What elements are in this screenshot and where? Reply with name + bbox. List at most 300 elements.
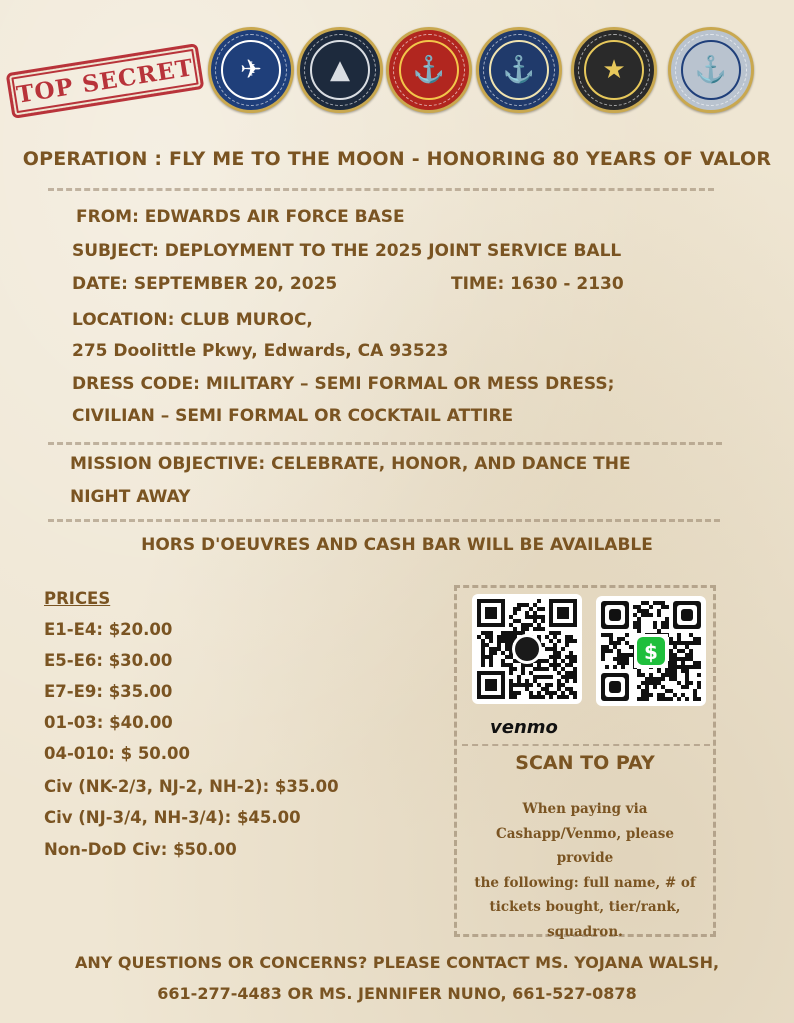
scan-to-pay-label: SCAN TO PAY	[515, 752, 655, 774]
qr-finder	[485, 679, 497, 691]
qr-module	[541, 607, 545, 611]
qr-module	[489, 651, 493, 655]
qr-module	[561, 667, 565, 671]
qr-module	[485, 655, 489, 659]
qr-module	[541, 615, 545, 619]
qr-module	[617, 661, 621, 665]
coast-guard-seal	[668, 27, 754, 113]
qr-module	[545, 675, 549, 679]
delta-emblem-icon: ▲	[310, 40, 370, 100]
qr-module	[649, 605, 653, 609]
price-item: Civ (NJ-3/4, NH-3/4): $45.00	[44, 808, 301, 827]
qr-module	[617, 657, 621, 661]
qr-module	[665, 673, 669, 677]
qr-module	[545, 659, 549, 663]
qr-module	[549, 675, 553, 679]
qr-module	[545, 691, 549, 695]
qr-module	[565, 655, 569, 659]
qr-module	[485, 635, 489, 639]
payment-instructions	[466, 797, 704, 944]
qr-module	[669, 697, 673, 701]
qr-module	[549, 663, 553, 667]
qr-module	[681, 641, 685, 645]
qr-module	[553, 651, 557, 655]
qr-module	[649, 673, 653, 677]
qr-module	[673, 665, 677, 669]
payment-instructions-line: the following: full name, # of	[474, 874, 696, 891]
qr-module	[685, 697, 689, 701]
payment-instructions-line: Cashapp/Venmo, please provide	[496, 825, 674, 866]
qr-module	[601, 657, 605, 661]
qr-module	[533, 675, 537, 679]
qr-module	[685, 673, 689, 677]
navy-seal	[476, 27, 562, 113]
qr-module	[529, 623, 533, 627]
qr-module	[573, 667, 577, 671]
qr-finder	[609, 609, 621, 621]
qr-module	[681, 657, 685, 661]
qr-finder	[557, 607, 569, 619]
qr-module	[641, 609, 645, 613]
qr-module	[477, 635, 481, 639]
qr-module	[681, 693, 685, 697]
qr-module	[557, 651, 561, 655]
qr-module	[653, 685, 657, 689]
qr-module	[545, 683, 549, 687]
qr-module	[681, 665, 685, 669]
qr-module	[509, 695, 513, 699]
qr-module	[533, 611, 537, 615]
qr-module	[549, 639, 553, 643]
qr-module	[573, 679, 577, 683]
qr-module	[489, 647, 493, 651]
qr-module	[605, 649, 609, 653]
qr-module	[697, 661, 701, 665]
qr-module	[525, 679, 529, 683]
qr-module	[669, 689, 673, 693]
qr-module	[521, 623, 525, 627]
qr-module	[513, 683, 517, 687]
qr-module	[677, 633, 681, 637]
qr-module	[653, 621, 657, 625]
qr-module	[561, 675, 565, 679]
qr-module	[645, 677, 649, 681]
qr-module	[689, 653, 693, 657]
qr-module	[505, 647, 509, 651]
qr-module	[649, 613, 653, 617]
qr-module	[513, 627, 517, 631]
qr-module	[481, 651, 485, 655]
qr-module	[673, 641, 677, 645]
top-secret-stamp	[6, 43, 205, 119]
qr-module	[537, 695, 541, 699]
qr-module	[685, 657, 689, 661]
qr-module	[489, 659, 493, 663]
qr-module	[517, 603, 521, 607]
qr-module	[681, 661, 685, 665]
qr-module	[493, 651, 497, 655]
qr-module	[669, 665, 673, 669]
qr-module	[669, 673, 673, 677]
qr-module	[669, 641, 673, 645]
qr-module	[509, 615, 513, 619]
qr-module	[609, 633, 613, 637]
price-item: 04-010: $ 50.00	[44, 744, 191, 763]
qr-module	[693, 693, 697, 697]
qr-module	[557, 663, 561, 667]
qr-module	[497, 647, 501, 651]
refreshments-note: HORS D'OEUVRES AND CASH BAR WILL BE AVAILABLE	[141, 535, 653, 555]
qr-module	[609, 649, 613, 653]
qr-module	[525, 611, 529, 615]
qr-module	[573, 639, 577, 643]
qr-module	[549, 683, 553, 687]
qr-module	[669, 653, 673, 657]
qr-module	[509, 639, 513, 643]
qr-module	[489, 639, 493, 643]
qr-module	[489, 635, 493, 639]
qr-module	[537, 667, 541, 671]
qr-module	[697, 685, 701, 689]
qr-finder	[609, 681, 621, 693]
qr-module	[665, 669, 669, 673]
qr-module	[625, 653, 629, 657]
qr-module	[673, 669, 677, 673]
memo-dress-code-civilian: CIVILIAN – SEMI FORMAL OR COCKTAIL ATTIRE	[72, 406, 514, 426]
qr-module	[509, 683, 513, 687]
qr-module	[657, 681, 661, 685]
qr-module	[697, 697, 701, 701]
qr-module	[685, 677, 689, 681]
qr-module	[661, 673, 665, 677]
qr-module	[557, 655, 561, 659]
qr-module	[637, 621, 641, 625]
qr-module	[617, 653, 621, 657]
qr-module	[501, 631, 505, 635]
qr-module	[541, 659, 545, 663]
qr-module	[533, 615, 537, 619]
qr-module	[553, 647, 557, 651]
qr-module	[685, 653, 689, 657]
qr-module	[557, 687, 561, 691]
venmo-label: venmo	[490, 717, 558, 738]
qr-module	[533, 603, 537, 607]
qr-module	[605, 633, 609, 637]
qr-module	[541, 695, 545, 699]
qr-module	[501, 635, 505, 639]
qr-module	[485, 631, 489, 635]
qr-module	[677, 657, 681, 661]
qr-module	[661, 601, 665, 605]
qr-module	[569, 651, 573, 655]
qr-module	[489, 655, 493, 659]
stamp-text: TOP SECRET	[14, 53, 196, 109]
qr-module	[661, 693, 665, 697]
qr-module	[657, 697, 661, 701]
qr-module	[505, 639, 509, 643]
qr-module	[673, 645, 677, 649]
qr-module	[509, 667, 513, 671]
qr-module	[517, 607, 521, 611]
eagle-shield-icon: ★	[584, 40, 644, 100]
qr-module	[609, 637, 613, 641]
qr-module	[657, 693, 661, 697]
qr-module	[641, 613, 645, 617]
eagle-anchor-icon: ⚓	[489, 40, 549, 100]
qr-module	[553, 643, 557, 647]
qr-module	[637, 625, 641, 629]
memo-from: FROM: EDWARDS AIR FORCE BASE	[76, 207, 405, 227]
qr-module	[601, 633, 605, 637]
qr-module	[513, 607, 517, 611]
qr-module	[569, 675, 573, 679]
qr-module	[565, 695, 569, 699]
venmo-qr-code[interactable]	[472, 594, 582, 704]
qr-module	[677, 649, 681, 653]
qr-module	[685, 645, 689, 649]
qr-module	[677, 697, 681, 701]
qr-module	[569, 663, 573, 667]
qr-module	[525, 603, 529, 607]
qr-module	[625, 633, 629, 637]
qr-module	[621, 637, 625, 641]
qr-module	[661, 625, 665, 629]
qr-module	[501, 651, 505, 655]
qr-module	[673, 677, 677, 681]
qr-module	[693, 665, 697, 669]
qr-module	[561, 691, 565, 695]
qr-module	[621, 661, 625, 665]
qr-module	[641, 601, 645, 605]
qr-module	[573, 659, 577, 663]
qr-module	[573, 695, 577, 699]
contact-line: ANY QUESTIONS OR CONCERNS? PLEASE CONTACT MS. YOJANA WALSH,	[74, 953, 720, 972]
qr-module	[569, 655, 573, 659]
qr-module	[537, 627, 541, 631]
qr-module	[661, 677, 665, 681]
qr-module	[601, 649, 605, 653]
qr-module	[537, 691, 541, 695]
qr-module	[637, 617, 641, 621]
qr-module	[565, 675, 569, 679]
qr-module	[565, 643, 569, 647]
qr-module	[617, 641, 621, 645]
price-item: 01-03: $40.00	[44, 713, 173, 732]
qr-module	[481, 647, 485, 651]
qr-module	[521, 603, 525, 607]
qr-module	[509, 671, 513, 675]
qr-module	[553, 667, 557, 671]
qr-module	[521, 667, 525, 671]
qr-module	[549, 647, 553, 651]
qr-module	[537, 683, 541, 687]
qr-module	[541, 667, 545, 671]
qr-module	[509, 631, 513, 635]
qr-module	[537, 607, 541, 611]
qr-module	[533, 667, 537, 671]
qr-module	[553, 691, 557, 695]
qr-module	[685, 669, 689, 673]
qr-module	[625, 661, 629, 665]
prices-heading: PRICES	[44, 589, 111, 608]
qr-module	[525, 615, 529, 619]
qr-module	[637, 669, 641, 673]
qr-module	[529, 683, 533, 687]
qr-module	[641, 681, 645, 685]
qr-module	[673, 657, 677, 661]
qr-module	[565, 687, 569, 691]
qr-module	[621, 665, 625, 669]
cashapp-dollar-glyph: $	[644, 640, 658, 664]
payment-instructions-line: When paying via	[522, 801, 648, 817]
qr-module	[509, 679, 513, 683]
contact-line-phones: 661-277-4483 OR MS. JENNIFER NUNO, 661-527-0878	[157, 984, 637, 1003]
qr-module	[517, 691, 521, 695]
qr-module	[549, 695, 553, 699]
qr-module	[545, 667, 549, 671]
qr-module	[529, 607, 533, 611]
divider	[48, 519, 720, 522]
qr-module	[669, 657, 673, 661]
qr-module	[521, 683, 525, 687]
qr-module	[657, 613, 661, 617]
qr-module	[537, 675, 541, 679]
qr-module	[553, 663, 557, 667]
price-item: Non-DoD Civ: $50.00	[44, 840, 237, 859]
qr-module	[557, 671, 561, 675]
qr-module	[657, 669, 661, 673]
qr-module	[525, 623, 529, 627]
qr-module	[629, 653, 633, 657]
qr-module	[645, 693, 649, 697]
qr-module	[505, 631, 509, 635]
qr-module	[501, 663, 505, 667]
wings-emblem-icon: ✈	[221, 40, 281, 100]
qr-module	[533, 627, 537, 631]
qr-module	[665, 617, 669, 621]
memo-address: 275 Doolittle Pkwy, Edwards, CA 93523	[72, 341, 449, 361]
qr-module	[493, 647, 497, 651]
qr-module	[641, 673, 645, 677]
qr-module	[481, 643, 485, 647]
qr-module	[533, 695, 537, 699]
venmo-logo-icon	[515, 637, 539, 661]
qr-module	[601, 653, 605, 657]
qr-module	[505, 635, 509, 639]
payment-instructions-line: tickets bought, tier/rank,	[489, 899, 681, 915]
qr-module	[673, 673, 677, 677]
mission-objective: MISSION OBJECTIVE: CELEBRATE, HONOR, AND DANCE THE	[70, 454, 631, 474]
eagle-globe-anchor-icon: ⚓	[399, 40, 459, 100]
cashapp-qr-code[interactable]	[596, 596, 706, 706]
qr-module	[481, 655, 485, 659]
qr-module	[537, 615, 541, 619]
qr-module	[645, 681, 649, 685]
qr-module	[525, 683, 529, 687]
qr-module	[657, 629, 661, 633]
qr-module	[513, 611, 517, 615]
qr-module	[485, 643, 489, 647]
qr-module	[613, 657, 617, 661]
qr-module	[645, 697, 649, 701]
memo-time: TIME: 1630 - 2130	[451, 274, 624, 294]
price-item: E7-E9: $35.00	[44, 682, 173, 701]
qr-module	[549, 631, 553, 635]
qr-module	[633, 625, 637, 629]
qr-module	[625, 657, 629, 661]
divider	[48, 442, 722, 445]
qr-module	[517, 679, 521, 683]
qr-module	[693, 641, 697, 645]
qr-module	[521, 671, 525, 675]
qr-module	[509, 691, 513, 695]
qr-module	[613, 645, 617, 649]
qr-module	[565, 671, 569, 675]
qr-module	[609, 641, 613, 645]
qr-module	[501, 639, 505, 643]
qr-module	[517, 683, 521, 687]
qr-module	[633, 621, 637, 625]
price-item: E1-E4: $20.00	[44, 620, 173, 639]
price-item: Civ (NK-2/3, NJ-2, NH-2): $35.00	[44, 777, 339, 796]
qr-module	[689, 681, 693, 685]
qr-module	[689, 633, 693, 637]
qr-module	[633, 605, 637, 609]
qr-module	[697, 637, 701, 641]
qr-module	[645, 613, 649, 617]
qr-module	[685, 641, 689, 645]
space-force-seal	[297, 27, 383, 113]
qr-module	[557, 631, 561, 635]
qr-module	[637, 605, 641, 609]
qr-module	[605, 645, 609, 649]
qr-module	[501, 659, 505, 663]
qr-module	[649, 677, 653, 681]
qr-module	[665, 697, 669, 701]
qr-module	[653, 625, 657, 629]
qr-module	[573, 671, 577, 675]
qr-module	[653, 677, 657, 681]
qr-module	[673, 661, 677, 665]
qr-module	[681, 649, 685, 653]
qr-module	[537, 623, 541, 627]
qr-module	[557, 683, 561, 687]
qr-module	[657, 677, 661, 681]
qr-module	[685, 685, 689, 689]
qr-module	[645, 601, 649, 605]
qr-module	[569, 687, 573, 691]
qr-module	[685, 681, 689, 685]
memo-date: DATE: SEPTEMBER 20, 2025	[72, 274, 338, 294]
memo-location: LOCATION: CLUB MUROC,	[72, 310, 313, 330]
qr-module	[613, 641, 617, 645]
qr-module	[665, 605, 669, 609]
qr-module	[569, 639, 573, 643]
qr-module	[549, 655, 553, 659]
qr-module	[669, 649, 673, 653]
qr-module	[645, 685, 649, 689]
qr-module	[505, 663, 509, 667]
marine-corps-seal	[386, 27, 472, 113]
qr-module	[489, 663, 493, 667]
qr-module	[517, 675, 521, 679]
qr-module	[561, 659, 565, 663]
qr-module	[569, 691, 573, 695]
qr-module	[649, 693, 653, 697]
qr-module	[665, 621, 669, 625]
qr-module	[625, 641, 629, 645]
qr-module	[505, 643, 509, 647]
